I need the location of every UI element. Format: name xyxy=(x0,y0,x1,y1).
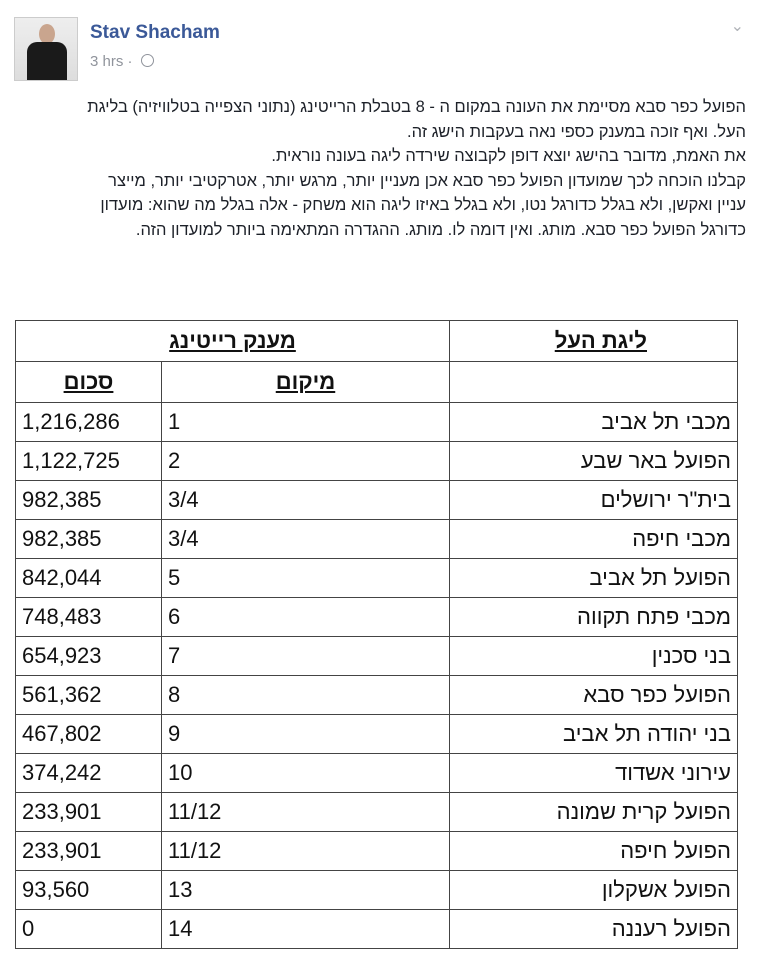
post-paragraph: קבלנו הוכחה לכך שמועדון הפועל כפר סבא אכן מעניין יותר, מרגש יותר, אטרקטיבי יותר, מייצר עניין ואקשן, ולא בגלל כדורגל נטו, ולא בגלל באיזו ליגה הוא משחק - אלה בגלל מה שהוא: מועדון כדורגל הפועל כפר סבא. מותג. ואין דומה לו. מותג. ההגדרה המתאימה ביותר למועדון הזה. xyxy=(100,171,746,239)
place-cell: 7 xyxy=(162,637,450,676)
table-row xyxy=(16,754,738,793)
post-paragraph: הפועל כפר סבא מסיימת את העונה במקום ה - 8 בטבלת הרייטינג (נתוני הצפייה בטלוויזיה) בליגת העל. ואף זוכה במענק כספי נאה בעקבות הישג זה. xyxy=(87,98,746,141)
amount-cell: 561,362 xyxy=(16,676,162,715)
post-text xyxy=(84,95,746,242)
place-cell: 9 xyxy=(162,715,450,754)
amount-cell: 654,923 xyxy=(16,637,162,676)
table-row xyxy=(16,832,738,871)
table-row xyxy=(16,598,738,637)
amount-cell: 0 xyxy=(16,910,162,949)
header-empty xyxy=(450,362,738,403)
amount-cell: 982,385 xyxy=(16,520,162,559)
avatar[interactable] xyxy=(14,17,78,81)
post-paragraph: את האמת, מדובר בהישג יוצא דופן לקבוצה שירדה ליגה בעונה נוראית. xyxy=(271,147,746,165)
place-cell: 11/12 xyxy=(162,793,450,832)
table-row xyxy=(16,871,738,910)
team-cell: מכבי תל אביב xyxy=(450,403,738,442)
amount-cell: 842,044 xyxy=(16,559,162,598)
place-cell: 3/4 xyxy=(162,481,450,520)
team-cell: מכבי חיפה xyxy=(450,520,738,559)
table-row xyxy=(16,481,738,520)
globe-icon xyxy=(141,54,154,67)
table-row xyxy=(16,715,738,754)
avatar-body xyxy=(27,42,67,81)
team-cell: הפועל רעננה xyxy=(450,910,738,949)
place-cell: 1 xyxy=(162,403,450,442)
amount-cell: 748,483 xyxy=(16,598,162,637)
place-cell: 6 xyxy=(162,598,450,637)
team-cell: הפועל כפר סבא xyxy=(450,676,738,715)
avatar-head xyxy=(39,24,55,44)
team-cell: הפועל קרית שמונה xyxy=(450,793,738,832)
header-amount: סכום xyxy=(16,362,162,403)
place-cell: 5 xyxy=(162,559,450,598)
table-row xyxy=(16,559,738,598)
post-meta: 3 hrs · xyxy=(90,53,154,70)
team-cell: בני יהודה תל אביב xyxy=(450,715,738,754)
amount-cell: 467,802 xyxy=(16,715,162,754)
place-cell: 8 xyxy=(162,676,450,715)
place-cell: 3/4 xyxy=(162,520,450,559)
place-cell: 2 xyxy=(162,442,450,481)
header-grant: מענק רייטינג xyxy=(16,321,450,362)
amount-cell: 1,122,725 xyxy=(16,442,162,481)
place-cell: 13 xyxy=(162,871,450,910)
table-row xyxy=(16,520,738,559)
team-cell: עירוני אשדוד xyxy=(450,754,738,793)
timestamp[interactable]: 3 hrs xyxy=(90,53,124,70)
place-cell: 11/12 xyxy=(162,832,450,871)
team-cell: מכבי פתח תקווה xyxy=(450,598,738,637)
chevron-down-icon[interactable]: ⌄ xyxy=(730,18,744,35)
team-cell: הפועל חיפה xyxy=(450,832,738,871)
table-row xyxy=(16,793,738,832)
amount-cell: 233,901 xyxy=(16,832,162,871)
table-row xyxy=(16,637,738,676)
team-cell: הפועל אשקלון xyxy=(450,871,738,910)
amount-cell: 233,901 xyxy=(16,793,162,832)
team-cell: בני סכנין xyxy=(450,637,738,676)
amount-cell: 982,385 xyxy=(16,481,162,520)
header-league: ליגת העל xyxy=(450,321,738,362)
table-row xyxy=(16,442,738,481)
team-cell: הפועל באר שבע xyxy=(450,442,738,481)
place-cell: 14 xyxy=(162,910,450,949)
table-row xyxy=(16,910,738,949)
team-cell: בית"ר ירושלים xyxy=(450,481,738,520)
header-place: מיקום xyxy=(162,362,450,403)
amount-cell: 93,560 xyxy=(16,871,162,910)
amount-cell: 1,216,286 xyxy=(16,403,162,442)
rating-grant-table xyxy=(15,320,738,949)
table-row xyxy=(16,403,738,442)
table-row xyxy=(16,676,738,715)
author-name[interactable]: Stav Shacham xyxy=(90,22,220,43)
amount-cell: 374,242 xyxy=(16,754,162,793)
team-cell: הפועל תל אביב xyxy=(450,559,738,598)
place-cell: 10 xyxy=(162,754,450,793)
